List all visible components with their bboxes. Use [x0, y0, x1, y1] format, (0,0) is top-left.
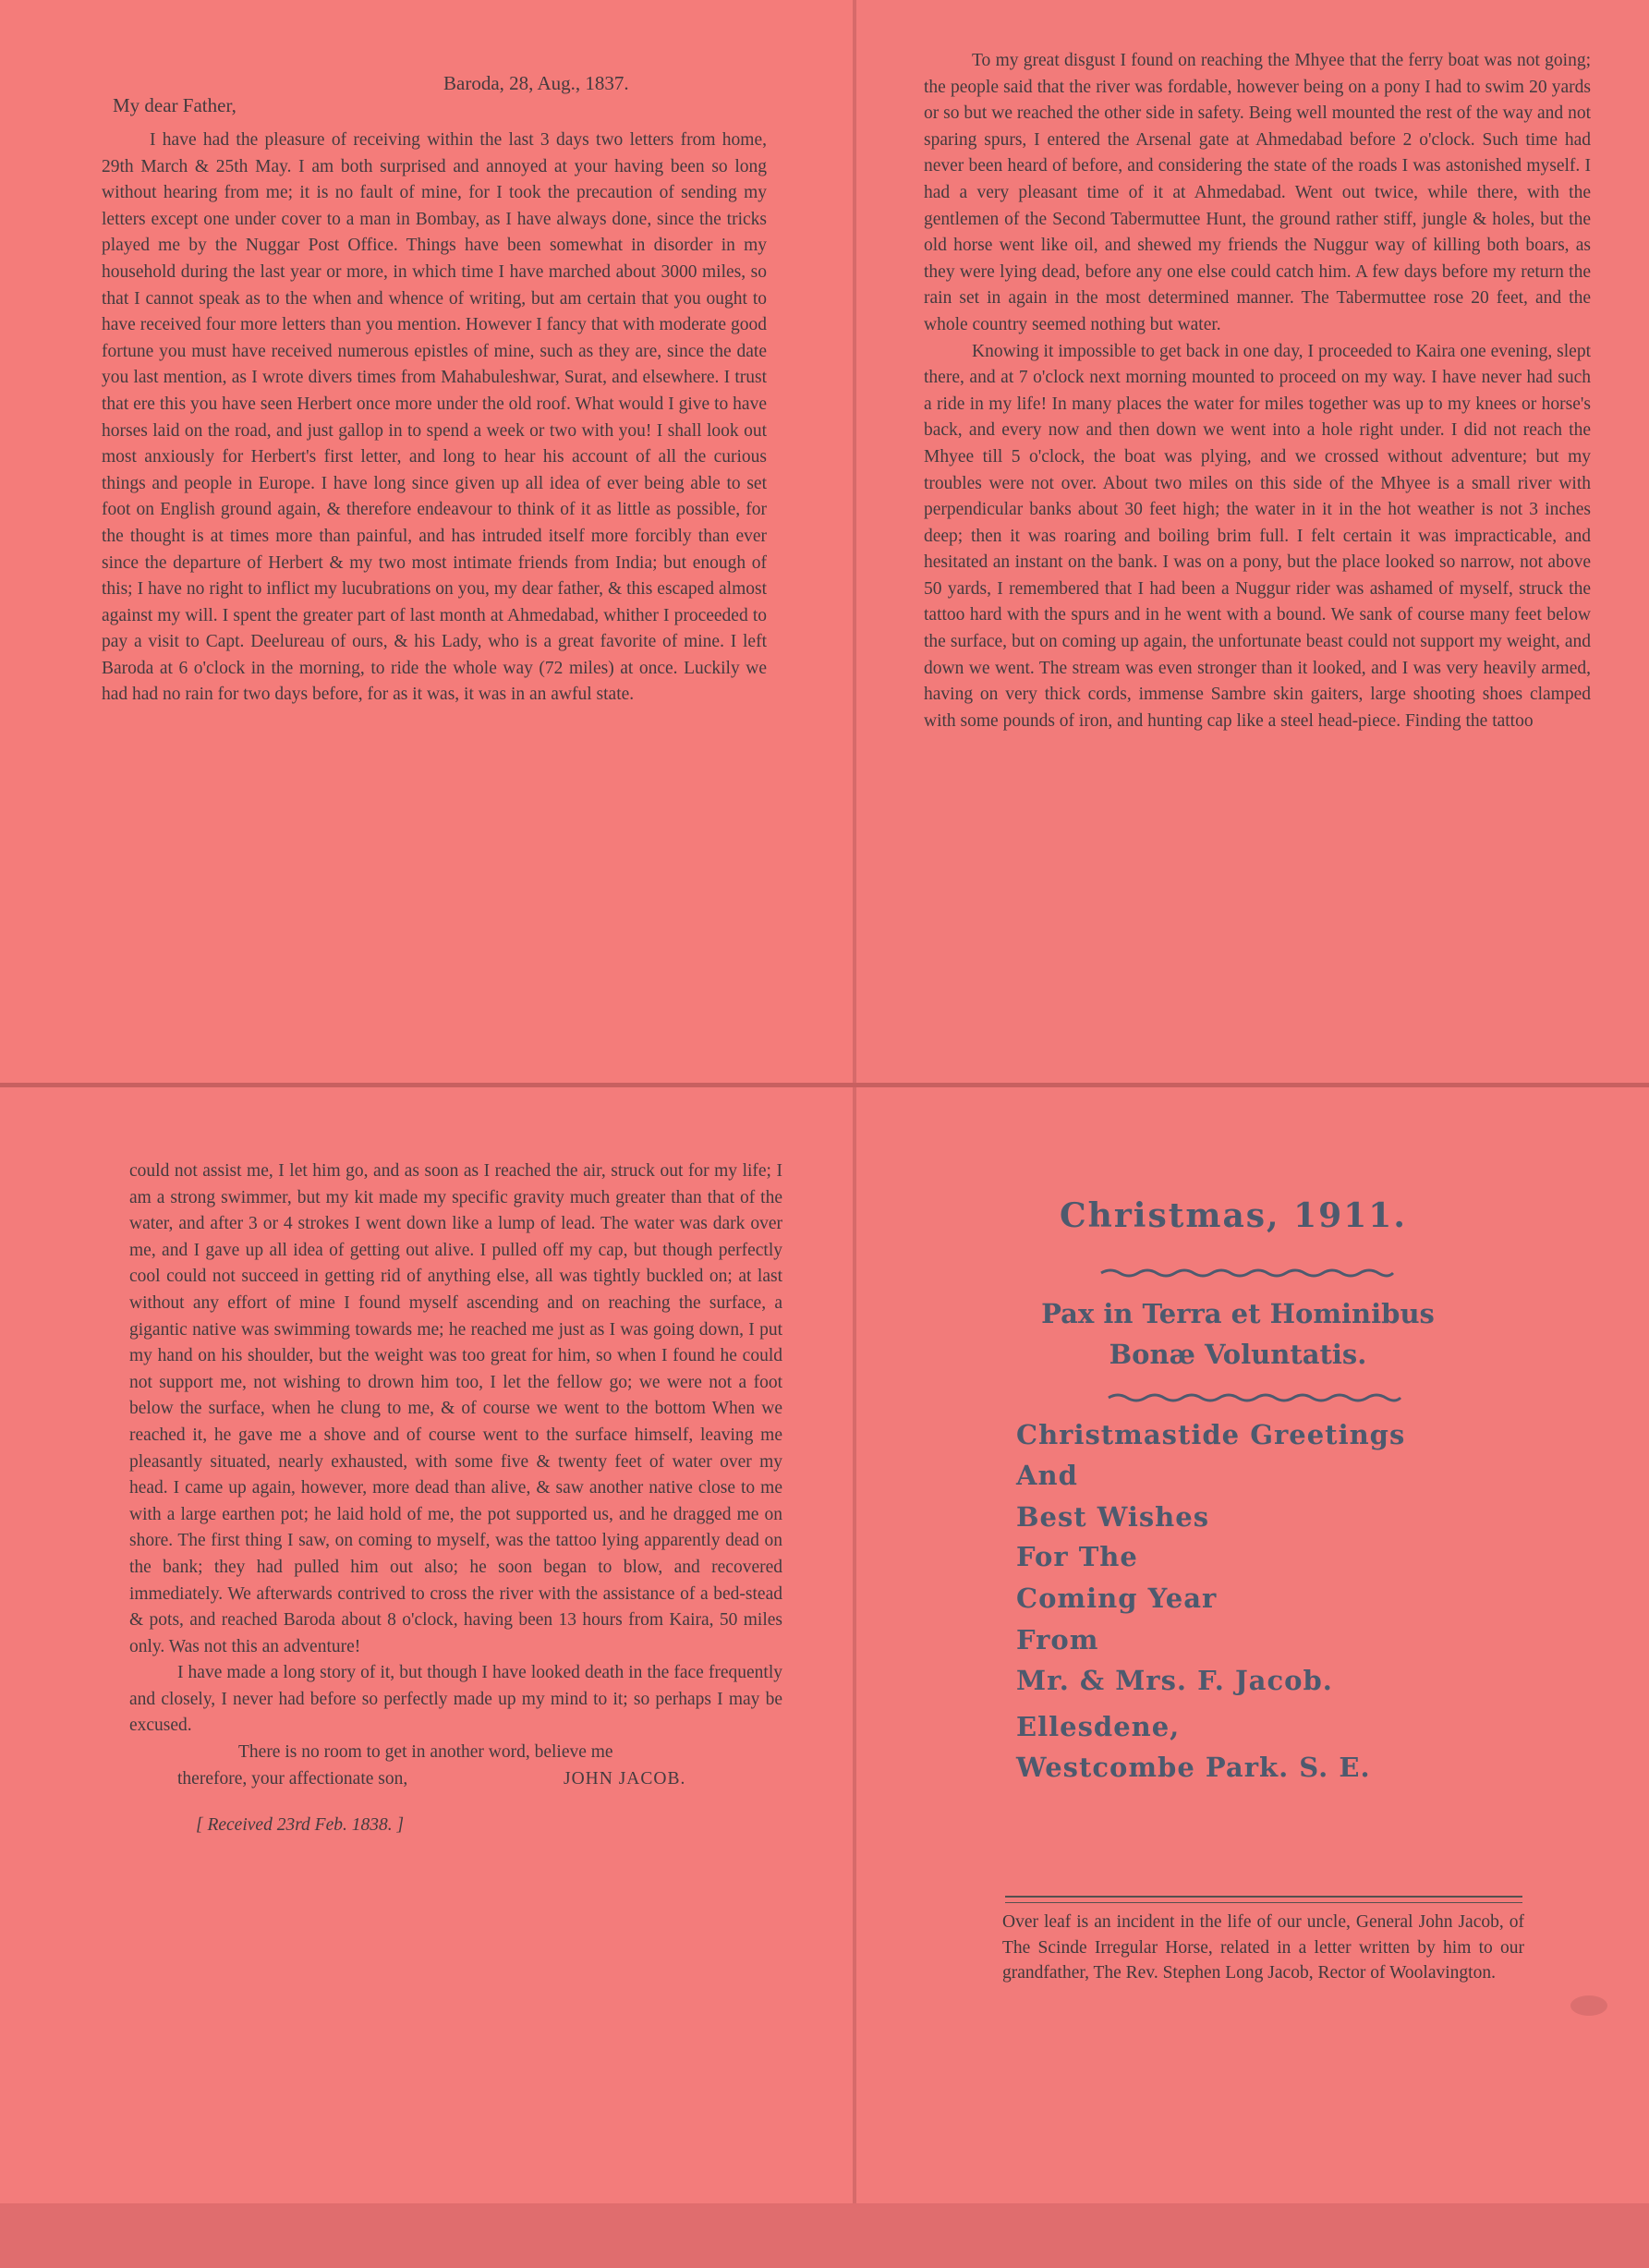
- signature: JOHN JACOB.: [564, 1768, 686, 1789]
- letter-paragraph: could not assist me, I let him go, and as soon as I reached the air, struck out for my life; I am a strong swimmer, but my kit made my specific gravity much greater than that of the water, and after 3 or 4 strokes I went down like a lump of lead. The water was dark over me, and I gave up all idea of getting out alive. I pulled off my cap, but though perfectly cool could not succeed in getting rid of anything else, all was tightly buckled on; at last without any effort of mine I found myself ascending and on reaching the surface, a gigantic native was swimming towards me; he reached me just as I was going down, I put my hand on his shoulder, but the weight was too great for him, so when I found he could not support me, not wishing to drown him too, I let the fellow go; we were not a foot below the surface, when he clung to me, & of course we went to the bottom When we reached it, he gave me a shove and of course went to the surface himself, leaving me pleasantly situated, nearly exhausted, with some five & twenty feet of water over my head. I came up again, however, more dead than alive, & saw another native close to me with a large earthen pot; he laid hold of me, the pot supported us, and he dragged me on shore. The first thing I saw, on coming to myself, was the tattoo lying apparently dead on the bank; they had pulled him out also; he soon began to blow, and recovered immediately. We afterwards contrived to cross the river with the assistance of a bed-stead & pots, and reached Baroda about 8 o'clock, having been 13 hours from Kaira, 50 miles only. Was not this an adventure!: [129, 1161, 782, 1656]
- letter-page-3: [129, 1158, 782, 1839]
- card-title: Christmas, 1911.: [1060, 1196, 1407, 1235]
- card-divider: [1005, 1896, 1522, 1903]
- received-note: [ Received 23rd Feb. 1838. ]: [196, 1815, 405, 1836]
- greeting-line: Best Wishes: [1016, 1501, 1210, 1533]
- card-motto-line: Pax in Terra et Hominibus: [1041, 1298, 1435, 1329]
- letter-page-1: [102, 127, 767, 709]
- smudge: [1570, 1995, 1607, 2016]
- greeting-line: From: [1016, 1624, 1099, 1656]
- closing-text: therefore, your affectionate son,: [177, 1768, 408, 1789]
- vertical-fold: [853, 0, 856, 2203]
- footnote-text: Over leaf is an incident in the life of our uncle, General John Jacob, of The Scinde Irregular Horse, related in a letter written by him to our grandfather, The Rev. Stephen Long Jacob, Rector of Woolavington.: [1002, 1912, 1524, 1983]
- greeting-line: Mr. & Mrs. F. Jacob.: [1016, 1665, 1333, 1696]
- greeting-line: Christmastide Greetings: [1016, 1419, 1406, 1450]
- letter-paragraph: I have had the pleasure of receiving within the last 3 days two letters from home, 29th March & 25th May. I am both surprised and annoyed at your having been so long without hearing from me; it is no fault of mine, for I took the precaution of sending my letters except one under cover to a man in Bombay, as I have always done, since the tricks played me by the Nuggar Post Office. Things have been somewhat in disorder in my household during the last year or more, in which time I have marched about 3000 miles, so that I cannot speak as to the when and whence of writing, but am certain that you ought to have received four more letters than you mention. However I fancy that with moderate good fortune you must have received numerous epistles of mine, such as they are, since the date you last mention, as I wrote divers times from Mahabuleshwar, Surat, and elsewhere. I trust that ere this you have seen Herbert once more under the old roof. What would I give to have horses laid on the road, and just gallop in to spend a week or two with you! I shall look out most anxiously for Herbert's first letter, and long to hear his account of all the curious things and people in Europe. I have long since given up all idea of ever being able to set foot on English ground again, & therefore endeavour to think of it as little as possible, for the thought is at times more than painful, and has intruded itself more forcibly than ever since the departure of Herbert & my two most intimate friends from India; but enough of this; I have no right to inflict my lucubrations on you, my dear father, & this escaped almost against my will. I spent the greater part of last month at Ahmedabad, whither I proceeded to pay a visit to Capt. Deelureau of ours, & his Lady, who is a great favorite of mine. I left Baroda at 6 o'clock in the morning, to ride the whole way (72 miles) at once. Luckily we had had no rain for two days before, for as it was, it was in an awful state.: [102, 130, 767, 705]
- letter-paragraph: I have made a long story of it, but though I have looked death in the face frequently and closely, I never had before so perfectly made up my mind to it; so perhaps I may be excused.: [129, 1663, 782, 1736]
- card-motto-line: Bonæ Voluntatis.: [1109, 1339, 1367, 1370]
- letter-paragraph: Knowing it impossible to get back in one day, I proceeded to Kaira one evening, slept there, and at 7 o'clock next morning mounted to proceed on my way. I have never had such a ride in my life! In many places the water for miles together was up to my knees or horse's back, and every now and then down we went into a hole right under. I did not reach the Mhyee till 5 o'clock, the boat was plying, and we crossed without adventure; but my troubles were not over. About two miles on this side of the Mhyee is a small river with perpendicular banks about 30 feet high; the water in it in the hot weather is not 3 inches deep; then it was roaring and boiling brim full. I felt certain it was impracticable, and hesitated an instant on the bank. I was on a pony, but the place looked so narrow, not above 50 yards, I remembered that I had been a Nuggur rider was ashamed of myself, struck the tattoo hard with the spurs and in he went with a bound. We sank of course many feet below the surface, but on coming up again, the unfortunate beast could not support my weight, and down we went. The stream was even stronger than it looked, and I was very heavily armed, having on very thick cords, immense Sambre skin gaiters, large shooting shoes clamped with some pounds of iron, and hunting cap like a steel head-piece. Finding the tattoo: [924, 341, 1591, 731]
- flourish-ornament: [1107, 1390, 1402, 1405]
- horizontal-fold: [0, 1083, 1649, 1087]
- greeting-line: Coming Year: [1016, 1583, 1218, 1614]
- greeting-line: And: [1016, 1460, 1078, 1491]
- closing-line: [129, 1766, 782, 1793]
- letter-salutation: My dear Father,: [113, 94, 236, 116]
- card-motto: [998, 1293, 1478, 1375]
- bottom-margin: [0, 2203, 1649, 2268]
- flourish-ornament: [1099, 1266, 1395, 1280]
- letter-paragraph: To my great disgust I found on reaching the Mhyee that the ferry boat was not going; the people said that the river was fordable, however being on a pony I had to swim 20 yards or so but we reached the other side in safety. Being well mounted the rest of the way and not sparing spurs, I entered the Arsenal gate at Ahmedabad before 2 o'clock. Such time had never been heard of before, and considering the state of the roads I was astonished myself. I had a very pleasant time of it at Ahmedabad. Went out twice, while there, with the gentlemen of the Second Tabermuttee Hunt, the ground rather stiff, jungle & holes, but the old horse went like oil, and shewed my friends the Nuggur way of killing both boars, as they were lying dead, before any one else could catch him. A few days before my return the rain set in again in the most determined manner. The Tabermuttee rose 20 feet, and the whole country seemed nothing but water.: [924, 51, 1591, 334]
- letter-place-date: Baroda, 28, Aug., 1837.: [443, 72, 629, 94]
- greeting-line: Ellesdene,: [1016, 1711, 1181, 1742]
- greeting-line: Westcombe Park. S. E.: [1016, 1752, 1371, 1783]
- greeting-line: For The: [1016, 1541, 1138, 1572]
- letter-paragraph: There is no room to get in another word, believe me: [238, 1742, 613, 1763]
- letter-page-2: [924, 48, 1591, 734]
- card-footnote: [1002, 1910, 1524, 1986]
- page-bottom-right: [855, 1085, 1649, 2203]
